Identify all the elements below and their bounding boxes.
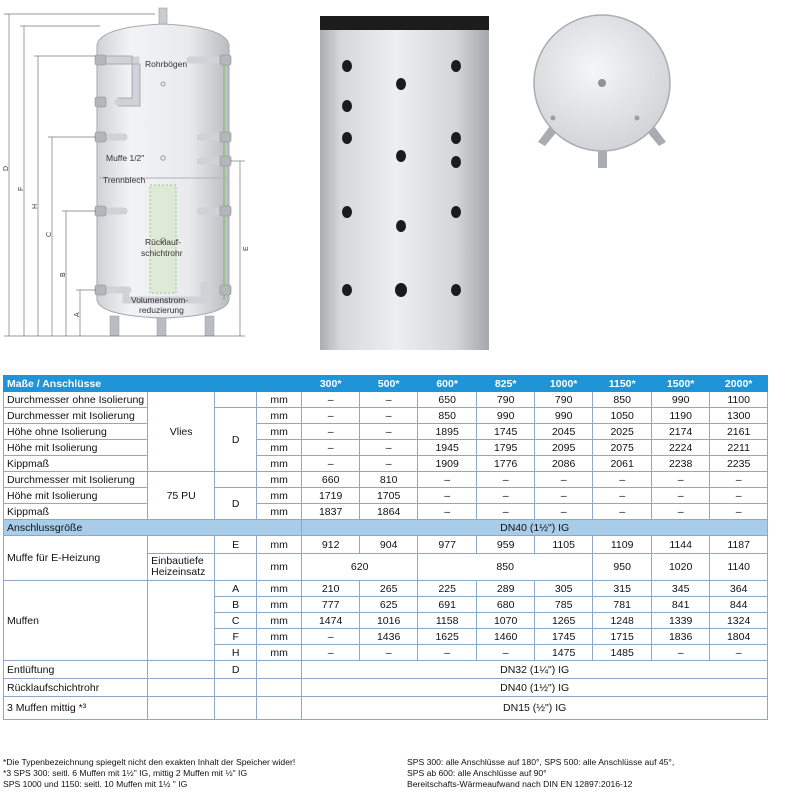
table-row: F mm – 1436 1625 1460 1745 1715 1836 1804 [4, 629, 768, 645]
unit: mm [257, 554, 302, 581]
insulation-pu: 75 PU [148, 472, 215, 520]
table-row-anschluss [4, 520, 768, 536]
unit: mm [257, 536, 302, 554]
tank-cutaway-drawing [3, 8, 250, 336]
product-figures [0, 0, 796, 372]
spec-table [3, 375, 768, 720]
row-label: Rücklaufschichtrohr [4, 679, 148, 697]
unit: mm [257, 629, 302, 645]
header-label: Maße / Anschlüsse [4, 376, 302, 392]
table-row: Einbautiefe Heizeinsatz mm 620 850 950 1020 1140 [4, 554, 768, 581]
dim-f: F [18, 186, 25, 191]
footnotes-right: SPS 300: alle Anschlüsse auf 180°, SPS 500: alle Anschlüsse auf 45°, SPS ab 600: alle Anschlüsse auf 90° Bereitschafts-Wärmeaufwand nach DIN EN 12897:2016-12 [407, 757, 675, 789]
tank-top-view [534, 15, 670, 168]
unit: mm [257, 645, 302, 661]
label-volumen-2: reduzierung [139, 305, 184, 315]
unit: mm [257, 424, 302, 440]
label-ruecklauf-1: Rücklauf- [145, 237, 181, 247]
dim-d: D [3, 165, 10, 171]
dim-a: A [74, 312, 81, 317]
row-label: Höhe mit Isolierung [4, 440, 148, 456]
header-size: 1150* [593, 376, 652, 392]
table-row: Muffe für E-Heizung E mm 912 904 977 959 1105 1109 1144 1187 [4, 536, 768, 554]
table-row: Kippmaß mm 1837 1864 – – – – – – [4, 504, 768, 520]
anschluss-value: DN40 (1½") IG [302, 520, 768, 536]
table-row: Rücklaufschichtrohr DN40 (1½") IG [4, 679, 768, 697]
header-size: 1500* [652, 376, 710, 392]
unit: mm [257, 613, 302, 629]
row-label: Durchmesser ohne Isolierung [4, 392, 148, 408]
label-trennblech: Trennblech [103, 175, 146, 185]
unit: mm [257, 392, 302, 408]
code-e: E [215, 536, 257, 554]
header-size: 825* [477, 376, 535, 392]
dim-b: B [60, 272, 67, 277]
header-size: 300* [302, 376, 360, 392]
table-row: B mm 777 625 691 680 785 781 841 844 [4, 597, 768, 613]
label-muffe: Muffe 1/2" [106, 153, 145, 163]
table-row: 3 Muffen mittig *³ DN15 (½") IG [4, 697, 768, 720]
row-label: Muffe für E-Heizung [4, 536, 148, 581]
unit: mm [257, 408, 302, 424]
unit: mm [257, 504, 302, 520]
table-row: Höhe mit Isolierung mm – – 1945 1795 2095 2075 2224 2211 [4, 440, 768, 456]
row-label: Durchmesser mit Isolierung [4, 472, 148, 488]
label-volumen-1: Volumenstrom- [131, 295, 189, 305]
row-label: Anschlussgröße [4, 520, 302, 536]
table-row: Höhe mit Isolierung D mm 1719 1705 – – – – – – [4, 488, 768, 504]
unit: mm [257, 488, 302, 504]
table-row: Höhe ohne Isolierung mm – – 1895 1745 2045 2025 2174 2161 [4, 424, 768, 440]
table-row: Durchmesser mit Isolierung 75 PU mm 660 810 – – – – – – [4, 472, 768, 488]
table-row: Kippmaß mm – – 1909 1776 2086 2061 2238 2235 [4, 456, 768, 472]
table-header-row [4, 376, 768, 392]
row-label: Durchmesser mit Isolierung [4, 408, 148, 424]
unit: mm [257, 581, 302, 597]
code-d: D [215, 488, 257, 520]
row-label: Höhe ohne Isolierung [4, 424, 148, 440]
row-label: Entlüftung [4, 661, 148, 679]
label-rohrboegen: Rohrbögen [145, 59, 188, 69]
tank-front-view [320, 16, 489, 350]
table-row: Durchmesser ohne Isolierung Vlies mm – – 650 790 790 850 990 1100 [4, 392, 768, 408]
footnotes-left: *Die Typenbezeichnung spiegelt nicht den exakten Inhalt der Speicher wider! *3 SPS 300: seitl. 6 Muffen mit 1½" IG, mittig 2 Muffen mit ½" IG SPS 1000 und 1150: seitl. 10 Muffen mit 1½ " IG [3, 757, 296, 789]
einbautiefe-label: Einbautiefe Heizeinsatz [148, 554, 215, 581]
label-ruecklauf-2: schichtrohr [141, 248, 183, 258]
row-label: Kippmaß [4, 456, 148, 472]
table-row: C mm 1474 1016 1158 1070 1265 1248 1339 1324 [4, 613, 768, 629]
dim-h: H [32, 203, 39, 209]
unit: mm [257, 472, 302, 488]
unit: mm [257, 597, 302, 613]
unit: mm [257, 440, 302, 456]
table-row: Entlüftung D DN32 (1¼") IG [4, 661, 768, 679]
dim-c: C [46, 231, 53, 237]
table-row: Muffen A mm 210 265 225 289 305 315 345 364 [4, 581, 768, 597]
header-size: 600* [418, 376, 477, 392]
code-d: D [215, 408, 257, 472]
table-row: Durchmesser mit Isolierung D mm – – 850 990 990 1050 1190 1300 [4, 408, 768, 424]
table-row: H mm – – – – 1475 1485 – – [4, 645, 768, 661]
row-label: Kippmaß [4, 504, 148, 520]
header-size: 500* [360, 376, 418, 392]
dim-e: E [243, 246, 250, 251]
header-size: 2000* [710, 376, 768, 392]
row-label: Höhe mit Isolierung [4, 488, 148, 504]
header-size: 1000* [535, 376, 593, 392]
row-label: 3 Muffen mittig *³ [4, 697, 148, 720]
row-label: Muffen [4, 581, 148, 661]
insulation-vlies: Vlies [148, 392, 215, 472]
unit: mm [257, 456, 302, 472]
